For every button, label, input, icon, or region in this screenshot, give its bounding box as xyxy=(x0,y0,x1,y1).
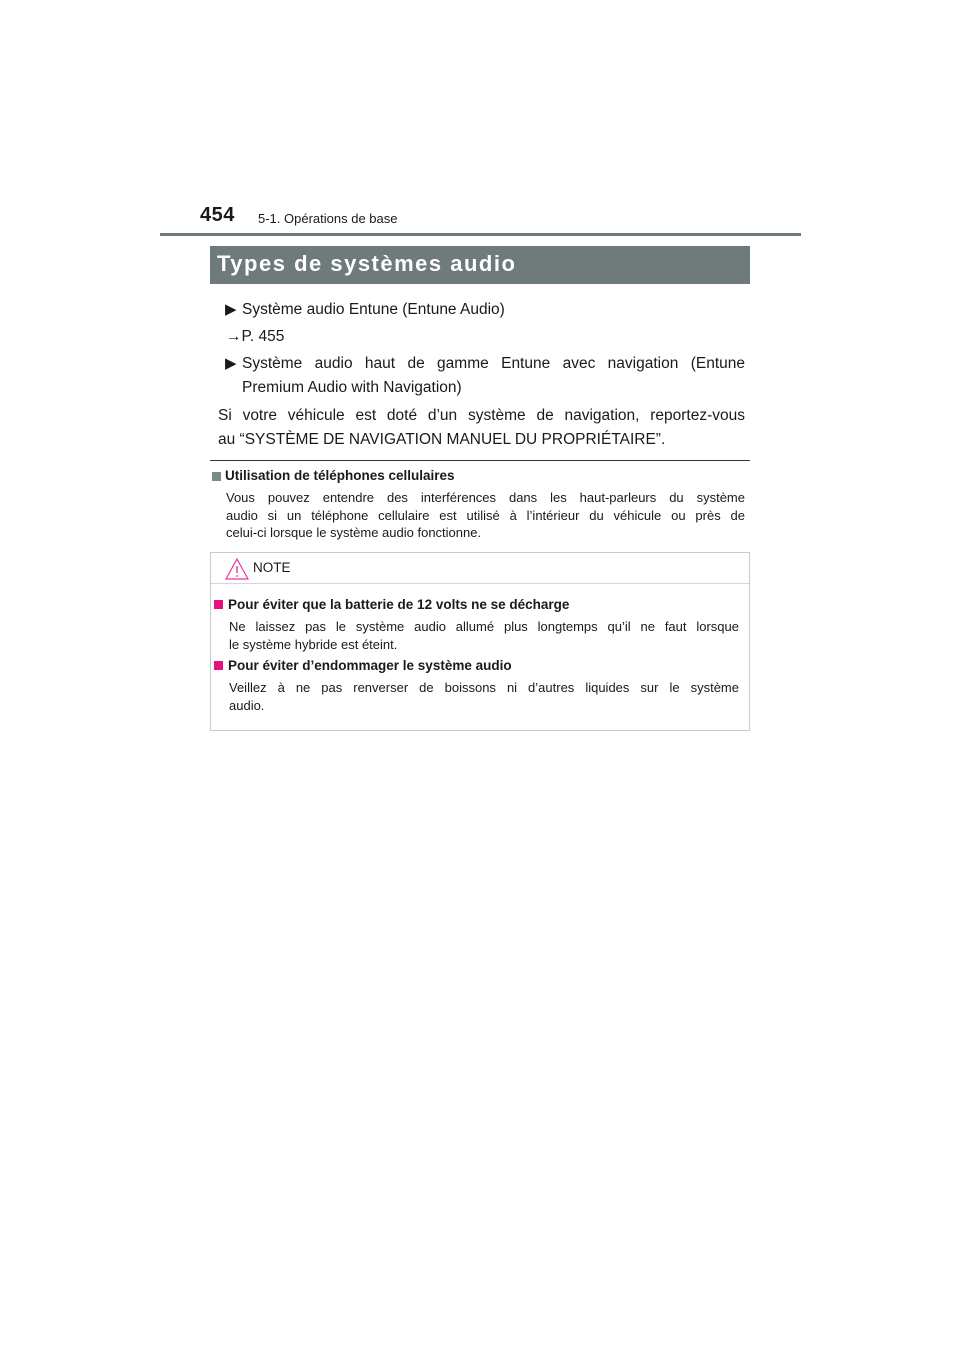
note-header-rule xyxy=(211,583,749,584)
page-number: 454 xyxy=(200,204,235,226)
square-bullet-icon xyxy=(214,661,223,670)
info-title: Utilisation de téléphones cellulaires xyxy=(225,468,455,483)
warning-triangle-icon xyxy=(224,557,250,581)
list-item-line: Système audio haut de gamme Entune avec navigation (Entune xyxy=(242,355,745,372)
note-section-text xyxy=(229,679,739,714)
note-line: audio. xyxy=(229,697,265,713)
arrow-right-icon: → xyxy=(226,328,242,345)
note-section-title: Pour éviter d’endommager le système audio xyxy=(228,658,512,673)
square-bullet-icon xyxy=(212,472,221,481)
page-title: Types de systèmes audio xyxy=(210,246,750,284)
intro-line: Si votre véhicule est doté d’un système de navigation, reportez-vous xyxy=(218,407,745,424)
page-reference-label: P. 455 xyxy=(241,328,285,345)
section-label: 5-1. Opérations de base xyxy=(258,211,398,226)
info-line: Vous pouvez entendre des interférences dans les haut-parleurs du système xyxy=(226,490,745,505)
info-line: audio si un téléphone cellulaire est utilisé à l’intérieur du véhicule ou près de xyxy=(226,507,745,523)
triangle-bullet-icon: ▶ xyxy=(225,301,237,318)
list-item xyxy=(242,352,745,400)
list-item: Système audio Entune (Entune Audio) xyxy=(242,301,505,318)
list-item-line: Premium Audio with Navigation) xyxy=(242,379,462,396)
info-paragraph xyxy=(226,489,745,542)
header-rule xyxy=(160,233,801,236)
page-reference xyxy=(226,325,284,349)
square-bullet-icon xyxy=(214,600,223,609)
triangle-bullet-icon: ▶ xyxy=(225,355,237,372)
info-line: celui-ci lorsque le système audio fonctionne. xyxy=(226,525,482,540)
note-line: le système hybride est éteint. xyxy=(229,636,398,652)
intro-line: au “SYSTÈME DE NAVIGATION MANUEL DU PROPRIÉTAIRE”. xyxy=(218,431,666,448)
note-label: NOTE xyxy=(253,560,291,575)
note-section-title: Pour éviter que la batterie de 12 volts ne se décharge xyxy=(228,597,570,612)
note-section-text xyxy=(229,618,739,653)
note-line: Veillez à ne pas renverser de boissons ni d’autres liquides sur le système xyxy=(229,680,739,695)
note-line: Ne laissez pas le système audio allumé plus longtemps qu’il ne faut lorsque xyxy=(229,619,739,634)
section-divider xyxy=(210,460,750,461)
intro-paragraph xyxy=(218,404,745,452)
